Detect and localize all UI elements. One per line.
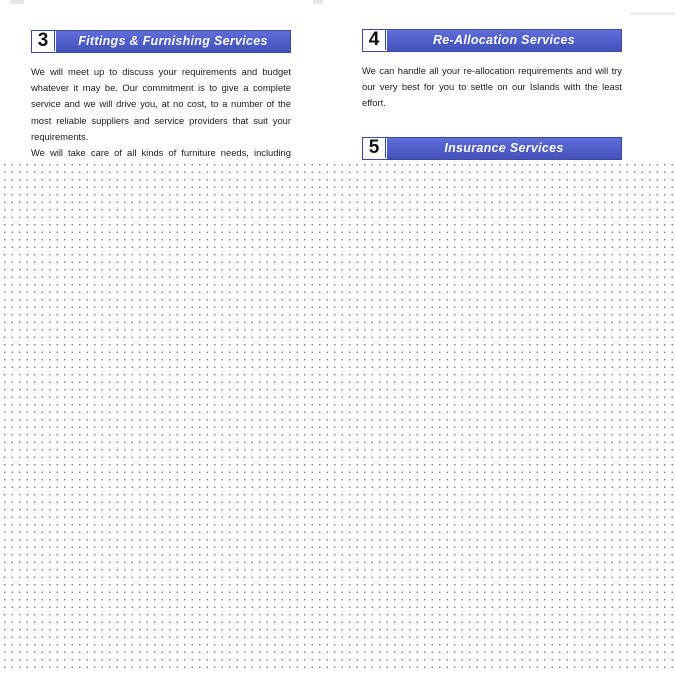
top-edge-artifact-right (630, 12, 675, 15)
section-4-body (362, 63, 622, 112)
section-5-header (362, 137, 622, 160)
section-3-number: 3 (32, 31, 55, 51)
section-3-paragraph-2: We will take care of all kinds of furniture needs, including (31, 147, 291, 159)
section-3-paragraph-1: We will meet up to discuss your requirements and budget whatever it may be. Our commitment is to give a complete service and we will drive you, at no cost, to a number of the most reliable suppliers and service providers that suit your requirements. (31, 66, 291, 142)
section-3-header (31, 30, 291, 53)
top-edge-artifact-mid (313, 0, 323, 4)
section-4-header (362, 29, 622, 52)
section-5-title: Insurance Services (444, 141, 564, 155)
section-4-number: 4 (363, 30, 386, 50)
section-5-number: 5 (363, 138, 386, 158)
section-4-title: Re-Allocation Services (432, 33, 576, 47)
top-edge-artifact-left (10, 0, 24, 4)
section-4-paragraph-1: We can handle all your re-allocation requirements and will try our very best for you to settle on our Islands with the least effort. (362, 65, 622, 109)
section-3-title: Fittings & Furnishing Services (78, 34, 268, 48)
dot-pattern-overlay (0, 160, 675, 673)
